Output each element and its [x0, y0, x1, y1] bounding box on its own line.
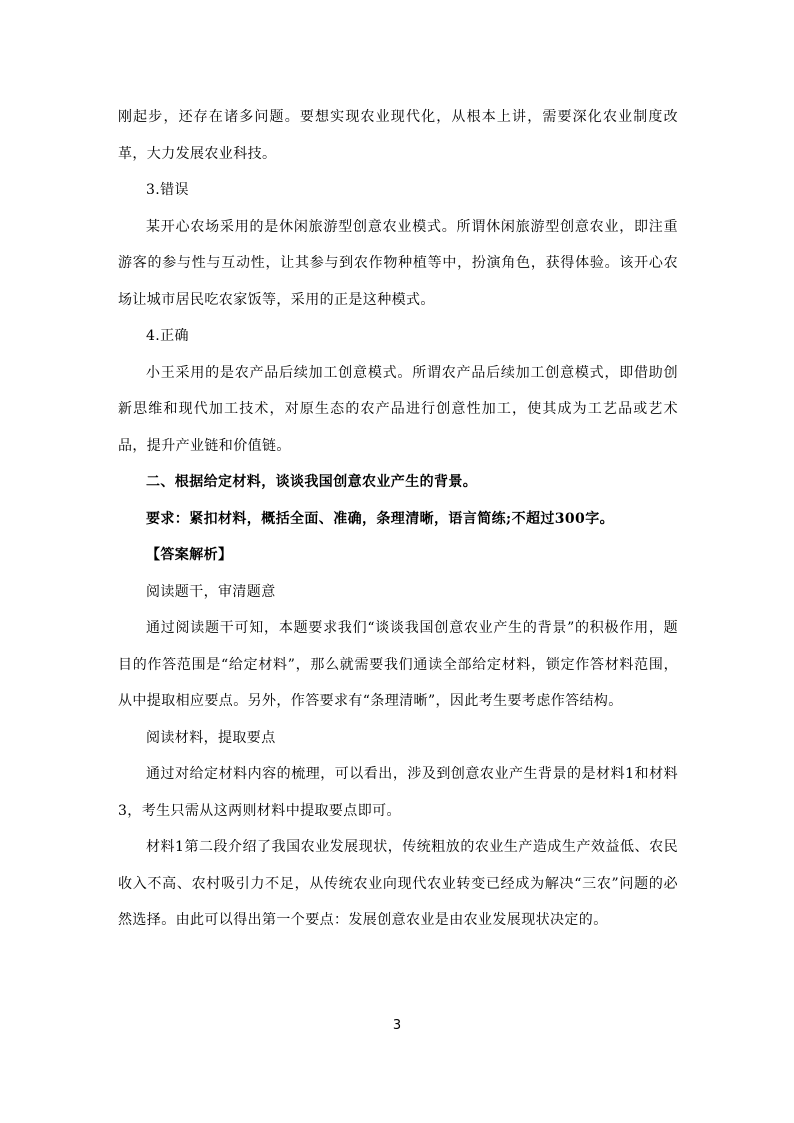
answer-4-heading: 4.正确 [146, 328, 189, 344]
answer-3-heading: 3.错误 [146, 182, 189, 198]
question-2-requirements: 要求：紧扣材料，概括全面、准确，条理清晰，语言简练;不超过300字。 [146, 510, 614, 527]
step-read-materials: 阅读材料，提取要点 [146, 729, 276, 746]
question-2-title: 二、根据给定材料，谈谈我国创意农业产生的背景。 [146, 474, 478, 490]
answer-3-explanation: 某开心农场采用的是休闲旅游型创意农业模式。所谓休闲旅游型创意农业，即注重游客的参与性与互动性，让其参与到农作物种植等中，扮演角色，获得体验。该开心农场让城市居民吃农家饭等，采用的正是这种模式。 [118, 218, 678, 308]
page-number: 3 [392, 1018, 402, 1033]
document-body [118, 99, 678, 939]
step-read-materials-body: 通过对给定材料内容的梳理，可以看出，涉及到创意农业产生背景的是材料1和材料3，考生只需从这两则材料中提取要点即可。 [118, 766, 678, 819]
answer-4-explanation: 小王采用的是农产品后续加工创意模式。所谓农产品后续加工创意模式，即借助创新思维和现代加工技术，对原生态的农产品进行创意性加工，使其成为工艺品或艺术品，提升产业链和价值链。 [118, 364, 678, 454]
step-read-question-body: 通过阅读题干可知，本题要求我们“谈谈我国创意农业产生的背景”的积极作用，题目的作答范围是“给定材料”，那么就需要我们通读全部给定材料，锁定作答材料范围，从中提取相应要点。另外，作答要求有“条理清晰”，因此考生要考虑作答结构。 [118, 620, 678, 709]
answer-analysis-heading: 【答案解析】 [146, 547, 233, 563]
material-1-analysis: 材料1第二段介绍了我国农业发展现状，传统粗放的农业生产造成生产效益低、农民收入不高、农村吸引力不足，从传统农业向现代农业转变已经成为解决“三农”问题的必然选择。由此可以得出第一个要点：发展创意农业是由农业发展现状决定的。 [118, 839, 678, 928]
paragraph-continuation: 刚起步，还存在诸多问题。要想实现农业现代化，从根本上讲，需要深化农业制度改革，大力发展农业科技。 [118, 109, 678, 162]
step-read-question: 阅读题干，审清题意 [146, 583, 276, 600]
